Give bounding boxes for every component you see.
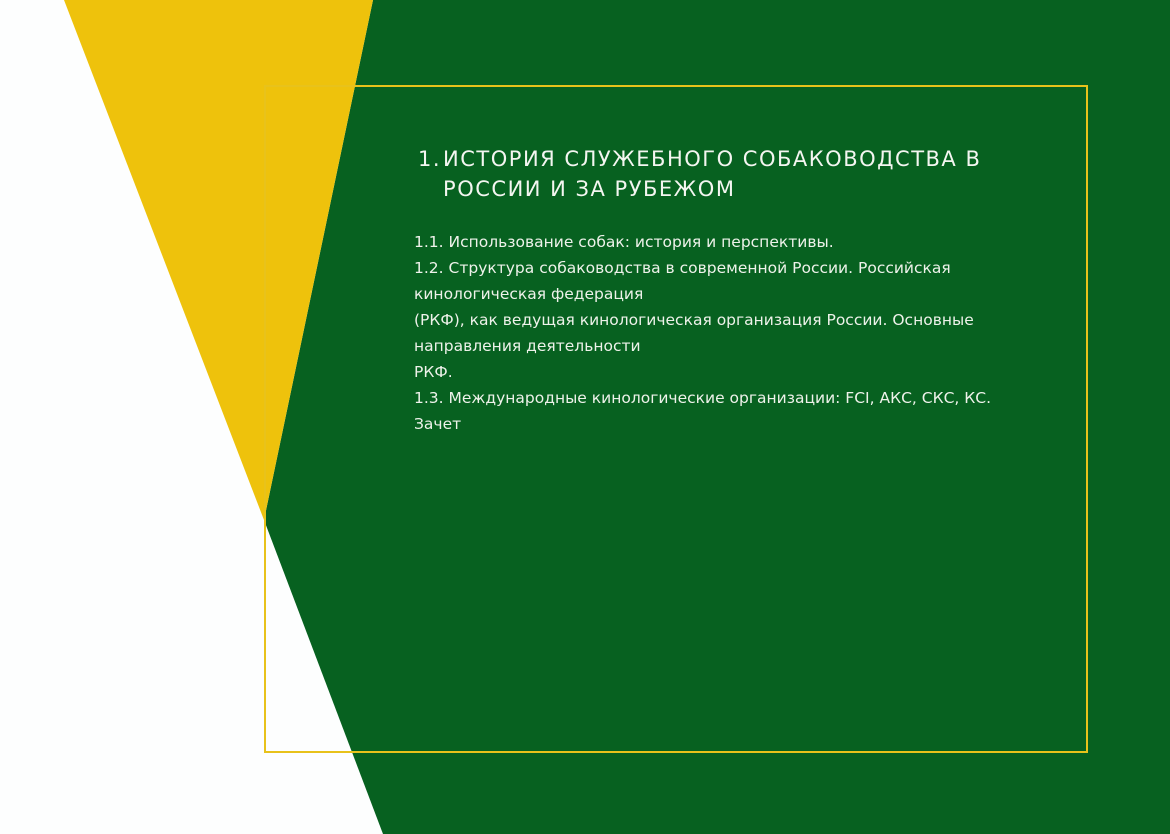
item-line: (РКФ), как ведущая кинологическая организация России. Основные (414, 311, 974, 329)
section-heading (418, 144, 1054, 204)
item-line: 1.1. Использование собак: история и перспективы. (414, 233, 834, 251)
section-number: 1. (418, 147, 442, 171)
section-title: ИСТОРИЯ СЛУЖЕБНОГО СОБАКОВОДСТВА В РОССИИ И ЗА РУБЕЖОМ (443, 147, 982, 201)
item-line: кинологическая федерация (414, 285, 644, 303)
content-block (414, 144, 1054, 437)
item-line: направления деятельности (414, 337, 641, 355)
item-line: РКФ. (414, 363, 453, 381)
section-items (414, 229, 1054, 437)
item-line: 1.3. Международные кинологические организации: FCI, АКС, СКС, КС. (414, 389, 992, 407)
item-line: 1.2. Структура собаководства в современной России. Российская (414, 259, 951, 277)
item-line: Зачет (414, 415, 462, 433)
